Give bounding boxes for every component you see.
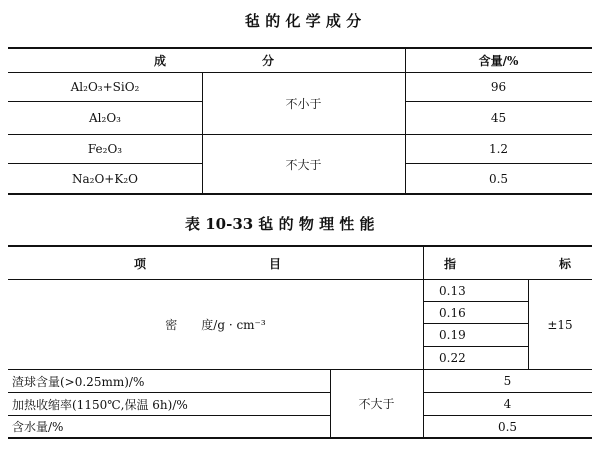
table1-title: 毡 的 化 学 成 分 bbox=[245, 12, 362, 30]
table1-group-label: 不大于 bbox=[285, 157, 322, 172]
table1-value-cell: 1.2 bbox=[488, 142, 509, 156]
table1-formula-cell: Al₂O₃ bbox=[89, 111, 121, 125]
density-value: 0.16 bbox=[439, 305, 466, 320]
table2-row-label: 含水量/% bbox=[12, 420, 64, 434]
table2-row-value: 5 bbox=[503, 374, 512, 388]
density-value: 0.22 bbox=[439, 351, 466, 365]
table2-header-index-right: 标 bbox=[558, 256, 571, 271]
table1-value-cell: 0.5 bbox=[488, 171, 509, 186]
density-label: 密 度/g · cm⁻³ bbox=[165, 318, 266, 332]
density-value: 0.13 bbox=[439, 283, 466, 298]
table1-group-label: 不小于 bbox=[285, 97, 322, 111]
table1-formula-cell: Fe₂O₃ bbox=[87, 142, 123, 156]
table2-header-item-left: 项 bbox=[133, 256, 146, 271]
table2-row-value: 4 bbox=[503, 397, 512, 411]
table1-header-component-right: 分 bbox=[261, 53, 274, 68]
table1-formula-cell: Al₂O₃+SiO₂ bbox=[70, 80, 140, 94]
table1-formula-cell: Na₂O+K₂O bbox=[72, 171, 138, 186]
table2-group-label: 不大于 bbox=[358, 397, 395, 411]
table2-row-label: 渣球含量(>0.25mm)/% bbox=[12, 374, 145, 389]
table2-top-rule bbox=[8, 245, 592, 247]
table1-bottom-rule bbox=[8, 193, 592, 195]
table2-header-index-left: 指 bbox=[443, 256, 456, 271]
density-tolerance: ±15 bbox=[547, 317, 573, 332]
table2-row-value: 0.5 bbox=[497, 419, 518, 434]
table1-header-component-left: 成 bbox=[153, 53, 166, 68]
table1-header-content: 含量/% bbox=[478, 53, 519, 68]
density-value: 0.19 bbox=[439, 328, 466, 342]
table2-title: 表 10-33 毡 的 物 理 性 能 bbox=[185, 215, 375, 233]
table1-value-cell: 45 bbox=[490, 111, 507, 125]
table2-row-label: 加热收缩率(1150℃,保温 6h)/% bbox=[12, 397, 188, 412]
table2-bottom-rule bbox=[8, 437, 592, 439]
table1-value-cell: 96 bbox=[490, 80, 507, 94]
table2-header-item-right: 目 bbox=[268, 256, 281, 271]
